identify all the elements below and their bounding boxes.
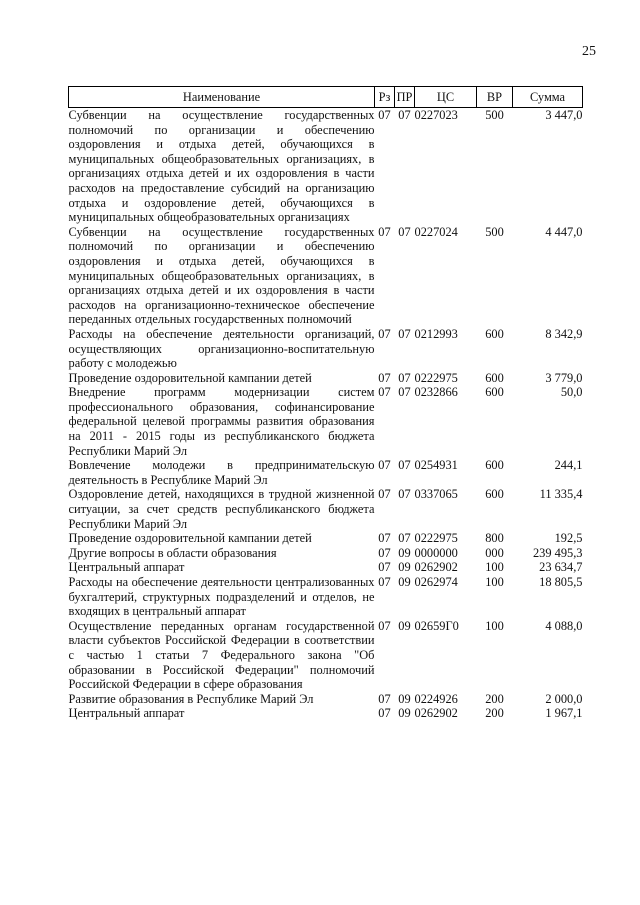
cell-name: Внедрение программ модернизации систем профессионального образования, софинансирование федеральной целевой программы развития образования на 2011 - 2015 годы из республиканского бюджета Республики Марий Эл xyxy=(68,385,375,458)
cell-pr: 07 xyxy=(398,108,411,122)
cell-cs: 0262902 xyxy=(414,560,458,575)
table-row xyxy=(69,458,583,487)
cell-cs: 0222975 xyxy=(414,531,458,546)
cell-rz: 07 xyxy=(378,224,391,239)
table-row xyxy=(69,487,583,531)
header-pr: ПР xyxy=(395,87,415,108)
cell-sum: 4 447,0 xyxy=(545,224,583,239)
cell-vr: 600 xyxy=(485,326,504,341)
cell-name: Оздоровление детей, находящихся в трудной жизненной ситуации, за счет средств республиканского бюджета Республики Марий Эл xyxy=(68,487,375,531)
cell-cs: 0337065 xyxy=(414,487,458,502)
cell-cs: 0227024 xyxy=(414,224,458,239)
cell-rz: 07 xyxy=(378,326,391,341)
table-row xyxy=(69,692,583,707)
cell-sum: 3 447,0 xyxy=(545,108,583,122)
cell-pr: 09 xyxy=(398,575,411,589)
table-row xyxy=(69,327,583,371)
cell-cs: 0224926 xyxy=(414,691,458,706)
cell-pr: 09 xyxy=(398,545,411,560)
cell-vr: 100 xyxy=(485,575,504,589)
cell-name: Расходы на обеспечение деятельности централизованных бухгалтерий, структурных подразделений и отделов, не входящих в центральный аппарат xyxy=(68,575,375,619)
table-row xyxy=(69,371,583,386)
cell-pr: 07 xyxy=(398,326,411,341)
cell-name: Субвенции на осуществление государственных полномочий по организации и обеспечению оздоровления и отдыха детей, обучающихся в муниципальных общеобразовательных организациях, в организациях отдыха детей и их оздоровления в части расходов на предоставление субсидий на организацию отдыха и оздоровление детей, обучающихся в муниципальных общеобразовательных организациях xyxy=(68,108,375,225)
cell-sum: 1 967,1 xyxy=(545,706,583,721)
cell-pr: 07 xyxy=(398,487,411,502)
cell-vr: 000 xyxy=(485,545,504,560)
cell-rz: 07 xyxy=(378,370,391,385)
cell-sum: 2 000,0 xyxy=(545,691,583,706)
cell-rz: 07 xyxy=(378,545,391,560)
cell-pr: 07 xyxy=(398,224,411,239)
header-name: Наименование xyxy=(69,87,375,108)
header-cs: ЦС xyxy=(415,87,477,108)
cell-sum: 8 342,9 xyxy=(545,326,583,341)
cell-pr: 09 xyxy=(398,560,411,575)
cell-rz: 07 xyxy=(378,531,391,546)
cell-cs: 02659Г0 xyxy=(414,618,459,633)
header-sum: Сумма xyxy=(513,87,583,108)
cell-pr: 09 xyxy=(398,691,411,706)
cell-cs: 0262902 xyxy=(414,706,458,721)
cell-vr: 600 xyxy=(485,385,504,400)
cell-name: Проведение оздоровительной кампании детей xyxy=(68,370,312,385)
table-row xyxy=(69,560,583,575)
cell-name: Развитие образования в Республике Марий Эл xyxy=(68,691,314,706)
page-number: 25 xyxy=(582,44,596,59)
cell-rz: 07 xyxy=(378,487,391,502)
cell-rz: 07 xyxy=(378,458,391,473)
table-body xyxy=(69,108,583,721)
cell-vr: 600 xyxy=(485,458,504,473)
cell-cs: 0222975 xyxy=(414,370,458,385)
header-vr: ВР xyxy=(477,87,513,108)
cell-pr: 09 xyxy=(398,618,411,633)
table-row xyxy=(69,575,583,619)
cell-rz: 07 xyxy=(378,108,391,122)
cell-sum: 4 088,0 xyxy=(545,618,583,633)
cell-pr: 07 xyxy=(398,385,411,400)
cell-vr: 500 xyxy=(485,108,504,122)
cell-vr: 100 xyxy=(485,618,504,633)
cell-vr: 600 xyxy=(485,370,504,385)
cell-name: Центральный аппарат xyxy=(68,706,185,721)
cell-sum: 3 779,0 xyxy=(545,370,583,385)
cell-sum: 239 495,3 xyxy=(532,545,583,560)
header-rz: Рз xyxy=(375,87,395,108)
cell-cs: 0232866 xyxy=(414,385,458,400)
cell-sum: 50,0 xyxy=(560,385,583,400)
cell-rz: 07 xyxy=(378,385,391,400)
cell-vr: 500 xyxy=(485,224,504,239)
cell-name: Осуществление переданных органам государственной власти субъектов Российской Федерации в соответствии с частью 1 статьи 7 Федерального закона "Об образовании в Российской Федерации" полномочий Российской Федерации в сфере образования xyxy=(68,618,375,692)
table-row xyxy=(69,108,583,225)
budget-table xyxy=(68,86,583,721)
table-row xyxy=(69,531,583,546)
cell-vr: 800 xyxy=(485,531,504,546)
cell-vr: 200 xyxy=(485,691,504,706)
cell-rz: 07 xyxy=(378,575,391,589)
cell-pr: 07 xyxy=(398,531,411,546)
cell-sum: 23 634,7 xyxy=(539,560,583,575)
table-row xyxy=(69,619,583,692)
cell-rz: 07 xyxy=(378,618,391,633)
cell-pr: 09 xyxy=(398,706,411,721)
table-header-row xyxy=(69,87,583,108)
cell-rz: 07 xyxy=(378,706,391,721)
table-row xyxy=(69,385,583,458)
cell-vr: 200 xyxy=(485,706,504,721)
table-row xyxy=(69,706,583,721)
cell-sum: 18 805,5 xyxy=(539,575,583,589)
cell-name: Другие вопросы в области образования xyxy=(68,545,277,560)
cell-pr: 07 xyxy=(398,370,411,385)
cell-vr: 600 xyxy=(485,487,504,502)
cell-name: Субвенции на осуществление государственных полномочий по организации и обеспечению оздоровления и отдыха детей, обучающихся в муниципальных общеобразовательных организациях, в организациях отдыха детей и их оздоровления в части расходов на организационно-техническое обеспечение переданных отдельных государственных полномочий xyxy=(68,224,375,327)
cell-name: Вовлечение молодежи в предпринимательскую деятельность в Республике Марий Эл xyxy=(68,458,375,487)
table-row xyxy=(69,225,583,327)
table-row xyxy=(69,546,583,561)
cell-name: Проведение оздоровительной кампании детей xyxy=(68,531,312,546)
cell-cs: 0262974 xyxy=(414,575,458,589)
cell-pr: 07 xyxy=(398,458,411,473)
cell-rz: 07 xyxy=(378,691,391,706)
cell-sum: 11 335,4 xyxy=(539,487,583,502)
cell-sum: 244,1 xyxy=(554,458,583,473)
cell-cs: 0254931 xyxy=(414,458,458,473)
cell-name: Расходы на обеспечение деятельности организаций, осуществляющих организационно-воспитательную работу с молодежью xyxy=(68,326,375,371)
cell-cs: 0000000 xyxy=(414,545,458,560)
cell-rz: 07 xyxy=(378,560,391,575)
cell-vr: 100 xyxy=(485,560,504,575)
cell-cs: 0227023 xyxy=(414,108,458,122)
cell-cs: 0212993 xyxy=(414,326,458,341)
cell-sum: 192,5 xyxy=(554,531,583,546)
cell-name: Центральный аппарат xyxy=(68,560,185,575)
